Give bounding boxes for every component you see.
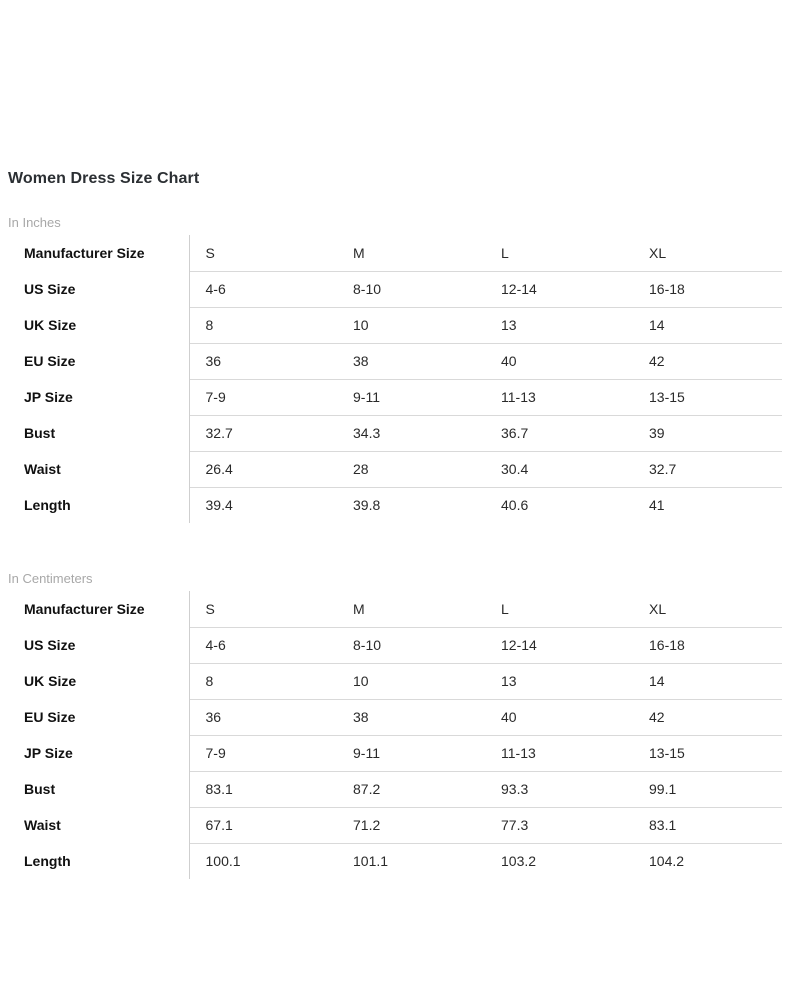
table-cell: 16-18 bbox=[633, 627, 782, 663]
table-cell: 11-13 bbox=[485, 379, 633, 415]
table-cell: 13 bbox=[485, 307, 633, 343]
table-cell: 32.7 bbox=[189, 415, 337, 451]
table-cell: 12-14 bbox=[485, 627, 633, 663]
table-cell: 99.1 bbox=[633, 771, 782, 807]
table-row bbox=[8, 771, 782, 807]
section-label-centimeters: In Centimeters bbox=[8, 571, 93, 586]
row-header: EU Size bbox=[8, 343, 189, 379]
table-cell: 11-13 bbox=[485, 735, 633, 771]
table-cell: 4-6 bbox=[189, 271, 337, 307]
row-header: Manufacturer Size bbox=[8, 591, 189, 627]
table-cell: 42 bbox=[633, 343, 782, 379]
table-cell: 9-11 bbox=[337, 379, 485, 415]
size-table-inches-body bbox=[8, 235, 782, 523]
table-cell: 83.1 bbox=[633, 807, 782, 843]
table-cell: 101.1 bbox=[353, 853, 389, 870]
table-cell: 10 bbox=[337, 663, 485, 699]
table-cell: 87.2 bbox=[337, 771, 485, 807]
row-header: JP Size bbox=[8, 735, 189, 771]
table-cell: 38 bbox=[337, 699, 485, 735]
table-cell: 36.7 bbox=[485, 415, 633, 451]
table-row bbox=[8, 663, 782, 699]
row-header: EU Size bbox=[8, 699, 189, 735]
row-header: UK Size bbox=[8, 663, 189, 699]
table-cell: 9-11 bbox=[337, 735, 485, 771]
table-row bbox=[8, 699, 782, 735]
row-header: US Size bbox=[8, 627, 189, 663]
table-row bbox=[8, 627, 782, 663]
row-header: JP Size bbox=[8, 379, 189, 415]
table-cell: 103.2 bbox=[501, 853, 537, 870]
row-header: Length bbox=[8, 487, 189, 523]
table-cell: 14 bbox=[633, 663, 782, 699]
table-row bbox=[8, 343, 782, 379]
table-cell: 42 bbox=[633, 699, 782, 735]
table-cell: 100.1 bbox=[205, 853, 241, 870]
table-cell: 7-9 bbox=[189, 735, 337, 771]
table-cell: 10 bbox=[337, 307, 485, 343]
table-cell: 39.4 bbox=[205, 497, 233, 514]
table-cell: 26.4 bbox=[189, 451, 337, 487]
table-cell: 67.1 bbox=[189, 807, 337, 843]
row-header: Waist bbox=[8, 451, 189, 487]
table-cell: S bbox=[189, 235, 337, 271]
table-row bbox=[8, 271, 782, 307]
table-cell: 36 bbox=[189, 343, 337, 379]
table-cell: 40 bbox=[485, 343, 633, 379]
table-row bbox=[8, 807, 782, 843]
table-cell: L bbox=[485, 235, 633, 271]
table-cell: 38 bbox=[337, 343, 485, 379]
table-cell: 4-6 bbox=[189, 627, 337, 663]
table-row bbox=[8, 451, 782, 487]
section-label-inches: In Inches bbox=[8, 215, 61, 230]
table-cell: 7-9 bbox=[189, 379, 337, 415]
size-table-centimeters-body bbox=[8, 591, 782, 879]
table-row bbox=[8, 235, 782, 271]
table-cell: 8 bbox=[189, 307, 337, 343]
table-cell: 83.1 bbox=[189, 771, 337, 807]
size-table-inches bbox=[8, 235, 782, 523]
row-header: Waist bbox=[8, 807, 189, 843]
table-cell: 12-14 bbox=[485, 271, 633, 307]
row-header: Manufacturer Size bbox=[8, 235, 189, 271]
table-cell: 93.3 bbox=[485, 771, 633, 807]
table-cell: 13 bbox=[485, 663, 633, 699]
table-cell: 36 bbox=[189, 699, 337, 735]
table-cell: 104.2 bbox=[649, 853, 685, 870]
table-row bbox=[8, 591, 782, 627]
table-cell: 32.7 bbox=[633, 451, 782, 487]
table-cell: 39.8 bbox=[353, 497, 381, 514]
page-title: Women Dress Size Chart bbox=[8, 170, 200, 187]
row-header: US Size bbox=[8, 271, 189, 307]
table-row bbox=[8, 307, 782, 343]
size-table-centimeters bbox=[8, 591, 782, 879]
table-cell: 8-10 bbox=[337, 627, 485, 663]
table-cell: 71.2 bbox=[337, 807, 485, 843]
table-row bbox=[8, 379, 782, 415]
table-cell: 8-10 bbox=[337, 271, 485, 307]
table-cell: 28 bbox=[337, 451, 485, 487]
table-cell: M bbox=[337, 235, 485, 271]
table-cell: 13-15 bbox=[633, 379, 782, 415]
table-cell: 39 bbox=[633, 415, 782, 451]
row-header: Length bbox=[8, 843, 189, 879]
table-cell: 40.6 bbox=[501, 497, 529, 514]
row-header: Bust bbox=[8, 415, 189, 451]
table-cell: XL bbox=[633, 591, 782, 627]
table-cell: 30.4 bbox=[485, 451, 633, 487]
table-cell: 13-15 bbox=[633, 735, 782, 771]
table-cell: 77.3 bbox=[485, 807, 633, 843]
table-cell: 16-18 bbox=[633, 271, 782, 307]
table-cell: 40 bbox=[485, 699, 633, 735]
table-row bbox=[8, 415, 782, 451]
table-cell: L bbox=[485, 591, 633, 627]
table-row bbox=[8, 487, 782, 523]
table-cell: M bbox=[337, 591, 485, 627]
table-row bbox=[8, 843, 782, 879]
table-cell: 8 bbox=[189, 663, 337, 699]
table-cell: 34.3 bbox=[337, 415, 485, 451]
table-cell: S bbox=[189, 591, 337, 627]
row-header: Bust bbox=[8, 771, 189, 807]
table-cell: XL bbox=[633, 235, 782, 271]
table-cell: 14 bbox=[633, 307, 782, 343]
row-header: UK Size bbox=[8, 307, 189, 343]
table-row bbox=[8, 735, 782, 771]
table-cell: 41 bbox=[649, 497, 665, 514]
